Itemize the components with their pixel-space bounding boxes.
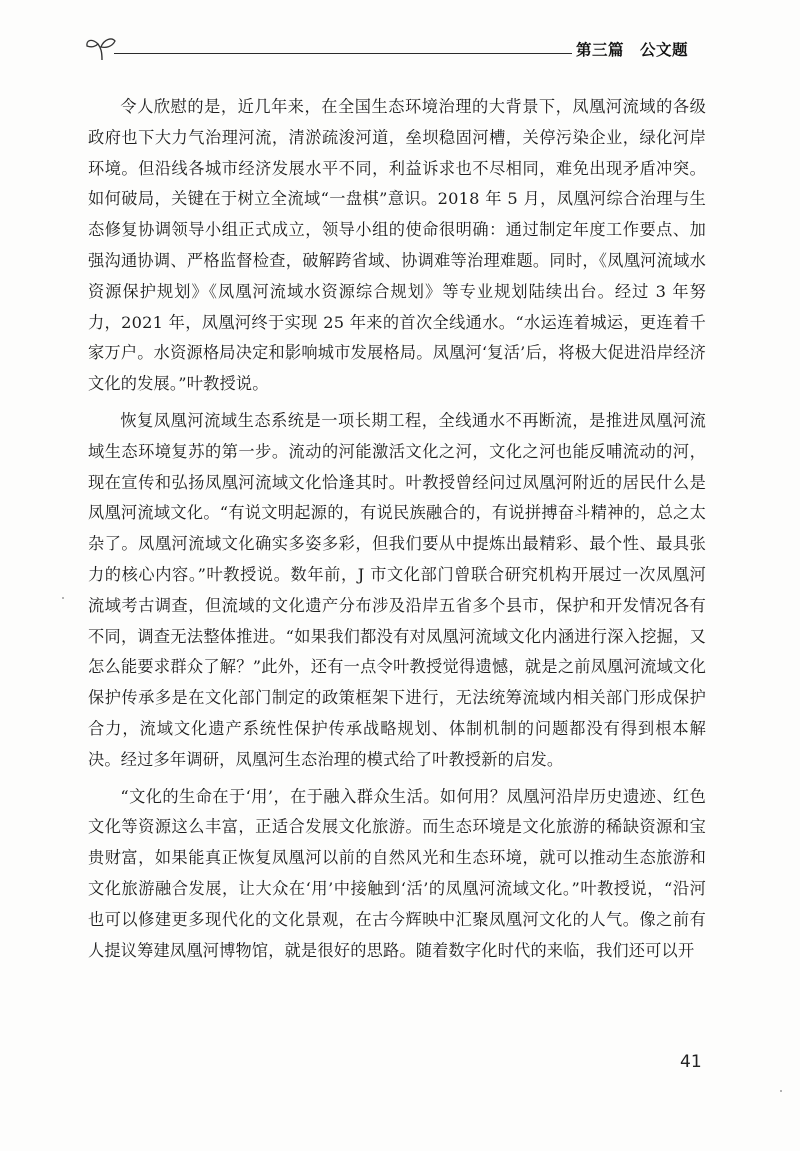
page-number: 41 — [680, 1052, 702, 1072]
running-header — [84, 28, 704, 68]
body-text — [88, 92, 706, 972]
header-rule — [114, 53, 572, 54]
paragraph-1: 令人欣慰的是，近几年来，在全国生态环境治理的大背景下，凤凰河流域的各级政府也下大力气治理河流，清淤疏浚河道，垒坝稳固河槽，关停污染企业，绿化河岸环境。但沿线各城市经济发展水平不同，利益诉求也不尽相同，难免出现矛盾冲突。如何破局，关键在于树立全流域“一盘棋”意识。2018 年 5 月，凤凰河综合治理与生态修复协调领导小组正式成立，领导小组的使命很明确：通过制定年度工作要点、加强沟通协调、严格监督检查，破解跨省域、协调难等治理难题。同时，《凤凰河流域水资源保护规划》《凤凰河流域水资源综合规划》等专业规划陆续出台。经过 3 年努力，2021 年，凤凰河终于实现 25 年来的首次全线通水。“水运连着城运，更连着千家万户。水资源格局决定和影响城市发展格局。凤凰河‘复活’后，将极大促进沿岸经济文化的发展。”叶教授说。 — [88, 97, 706, 394]
paragraph-2: 恢复凤凰河流域生态系统是一项长期工程，全线通水不再断流，是推进凤凰河流域生态环境复苏的第一步。流动的河能激活文化之河，文化之河也能反哺流动的河，现在宣传和弘扬凤凰河流域文化恰逢其时。叶教授曾经问过凤凰河附近的居民什么是凤凰河流域文化。“有说文明起源的，有说民族融合的，有说拼搏奋斗精神的，总之太杂了。凤凰河流域文化确实多姿多彩，但我们要从中提炼出最精彩、最个性、最具张力的核心内容。”叶教授说。数年前，J 市文化部门曾联合研究机构开展过一次凤凰河流域考古调查，但流域的文化遗产分布涉及沿岸五省多个县市，保护和开发情况各有不同，调查无法整体推进。“如果我们都没有对凤凰河流域文化内涵进行深入挖掘，又怎么能要求群众了解？”此外，还有一点令叶教授觉得遗憾，就是之前凤凰河流域文化保护传承多是在文化部门制定的政策框架下进行，无法统筹流域内相关部门形成保护合力，流域文化遗产系统性保护传承战略规划、体制机制的问题都没有得到根本解决。经过多年调研，凤凰河生态治理的模式给了叶教授新的启发。 — [88, 410, 706, 769]
paragraph-3: “文化的生命在于‘用’，在于融入群众生活。如何用？凤凰河沿岸历史遗迹、红色文化等资源这么丰富，正适合发展文化旅游。而生态环境是文化旅游的稀缺资源和宝贵财富，如果能真正恢复凤凰河以前的自然风光和生态环境，就可以推动生态旅游和文化旅游融合发展，让大众在‘用’中接触到‘活’的凤凰河流域文化。”叶教授说，“沿河也可以修建更多现代化的文化景观，在古今辉映中汇聚凤凰河文化的人气。像之前有人提议筹建凤凰河博物馆，就是很好的思路。随着数字化时代的来临，我们还可以开 — [88, 786, 706, 960]
scan-speck — [780, 1090, 782, 1092]
sprout-icon — [84, 34, 120, 62]
section-title: 第三篇 公文题 — [576, 41, 689, 59]
scan-speck — [62, 597, 64, 599]
